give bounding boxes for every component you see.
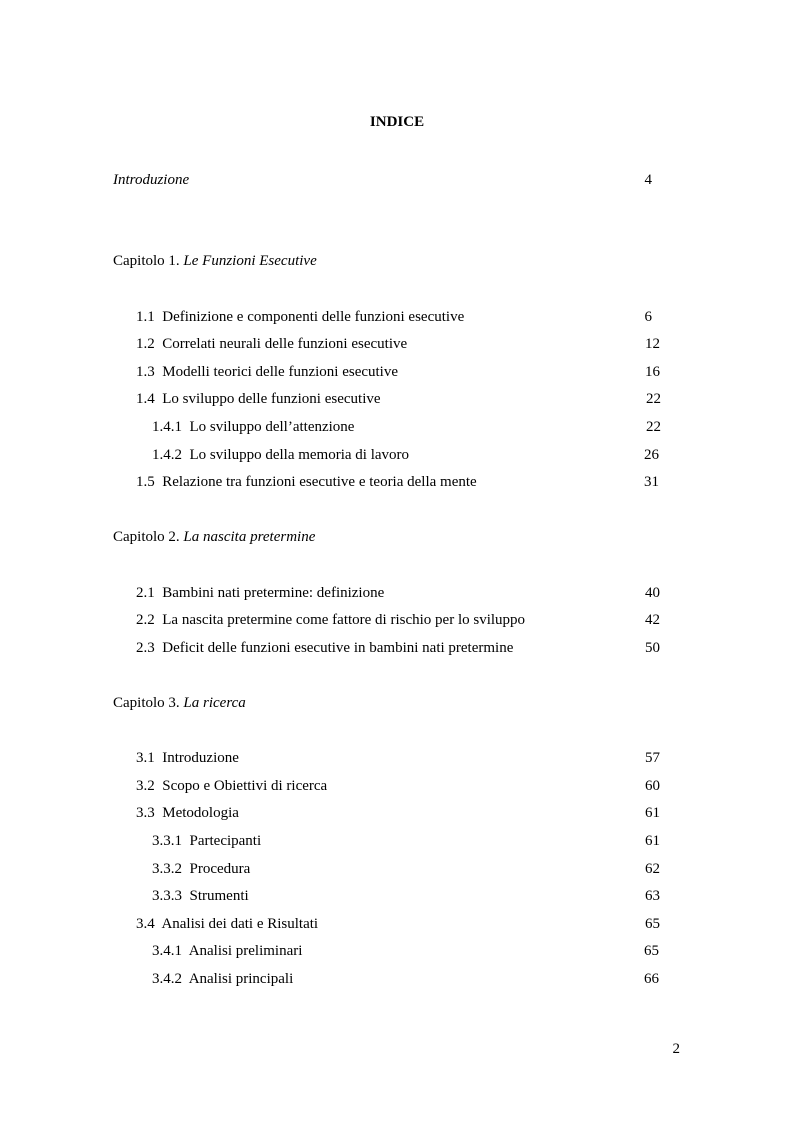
toc-entry-number: 1.4 [136,391,155,407]
toc-entry-number: 2.2 [136,612,155,628]
chapter-2-title: La nascita pretermine [183,529,316,545]
toc-entry-page: 62 [645,861,660,877]
toc-entry-number: 3.4.1 [152,943,182,959]
toc-entry-1-2[interactable] [136,334,407,354]
toc-entry-page: 65 [644,943,659,959]
toc-entry-3-3-3[interactable] [152,886,249,906]
toc-entry-page: 50 [645,640,660,656]
toc-entry-2-2[interactable] [136,610,525,630]
toc-entry-page: 26 [644,447,659,463]
chapter-2-heading[interactable] [113,527,315,547]
toc-entry-3-4-2[interactable] [152,969,293,989]
chapter-1-prefix: Capitolo 1. [113,253,180,269]
toc-entry-number: 3.3.3 [152,888,182,904]
toc-entry-3-3-2[interactable] [152,859,250,879]
toc-entry-label: Partecipanti [189,833,262,849]
toc-entry-number: 1.5 [136,474,155,490]
toc-entry-page: 66 [644,971,659,987]
toc-entry-page: 6 [644,309,652,325]
toc-entry-number: 3.3.1 [152,833,182,849]
toc-entry-2-1[interactable] [136,583,384,603]
toc-entry-page: 40 [645,585,660,601]
toc-intro-page: 4 [644,172,652,188]
toc-entry-label: Scopo e Obiettivi di ricerca [162,778,328,794]
toc-entry-3-2[interactable] [136,776,327,796]
toc-entry-page: 65 [645,916,660,932]
toc-entry-3-1[interactable] [136,748,239,768]
toc-entry-page: 31 [644,474,659,490]
toc-entry-1-1[interactable] [136,307,464,327]
toc-entry-label: Lo sviluppo dell’attenzione [189,419,355,435]
toc-entry-label: Metodologia [162,805,239,821]
toc-entry-label: Bambini nati pretermine: definizione [162,585,385,601]
toc-entry-page: 57 [645,750,660,766]
chapter-1-heading[interactable] [113,251,317,271]
toc-entry-page: 60 [645,778,660,794]
toc-entry-number: 3.4.2 [152,971,182,987]
toc-entry-label: Procedura [189,861,251,877]
toc-entry-number: 3.2 [136,778,155,794]
toc-entry-number: 3.3.2 [152,861,182,877]
toc-entry-number: 3.3 [136,805,155,821]
toc-entry-label: Deficit delle funzioni esecutive in bambini nati pretermine [162,640,514,656]
toc-entry-page: 16 [645,364,660,380]
toc-entry-number: 3.1 [136,750,155,766]
toc-entry-1-4-2[interactable] [152,445,409,465]
toc-entry-number: 1.1 [136,309,155,325]
toc-entry-page: 12 [645,336,660,352]
toc-entry-number: 2.1 [136,585,155,601]
toc-entry-label: Analisi dei dati e Risultati [161,916,319,932]
toc-entry-number: 1.3 [136,364,155,380]
toc-entry-page: 61 [645,805,660,821]
toc-entry-3-3[interactable] [136,803,239,823]
toc-entry-1-5[interactable] [136,472,477,492]
toc-entry-page: 22 [646,419,661,435]
toc-entry-number: 2.3 [136,640,155,656]
chapter-3-heading[interactable] [113,693,246,713]
toc-entry-page: 42 [645,612,660,628]
toc-entry-page: 22 [646,391,661,407]
toc-entry-label: Strumenti [189,888,249,904]
toc-entry-3-4[interactable] [136,914,318,934]
toc-entry-label: Lo sviluppo delle funzioni esecutive [162,391,381,407]
toc-entry-label: Correlati neurali delle funzioni esecutive [162,336,408,352]
chapter-1-title: Le Funzioni Esecutive [183,253,317,269]
toc-entry-page: 61 [645,833,660,849]
toc-entry-label: Lo sviluppo della memoria di lavoro [189,447,410,463]
page-number: 2 [672,1041,680,1057]
toc-entry-1-3[interactable] [136,362,398,382]
page-title: INDICE [369,114,425,130]
toc-entry-number: 1.2 [136,336,155,352]
toc-entry-1-4[interactable] [136,389,381,409]
toc-entry-label: Modelli teorici delle funzioni esecutive [162,364,399,380]
toc-entry-page: 63 [645,888,660,904]
toc-entry-label: Analisi principali [188,971,294,987]
toc-entry-label: Relazione tra funzioni esecutive e teoria della mente [162,474,477,490]
chapter-2-prefix: Capitolo 2. [113,529,180,545]
toc-entry-label: La nascita pretermine come fattore di rischio per lo sviluppo [162,612,526,628]
toc-entry-label: Analisi preliminari [188,943,303,959]
chapter-3-prefix: Capitolo 3. [113,695,180,711]
toc-entry-label: Introduzione [162,750,239,766]
toc-entry-number: 1.4.1 [152,419,182,435]
toc-entry-2-3[interactable] [136,638,513,658]
toc-entry-1-4-1[interactable] [152,417,354,437]
toc-entry-label: Definizione e componenti delle funzioni esecutive [162,309,465,325]
toc-entry-3-4-1[interactable] [152,941,302,961]
chapter-3-title: La ricerca [183,695,246,711]
toc-entry-3-3-1[interactable] [152,831,261,851]
toc-entry-number: 3.4 [136,916,155,932]
toc-entry-number: 1.4.2 [152,447,182,463]
toc-intro-label[interactable]: Introduzione [113,172,190,188]
